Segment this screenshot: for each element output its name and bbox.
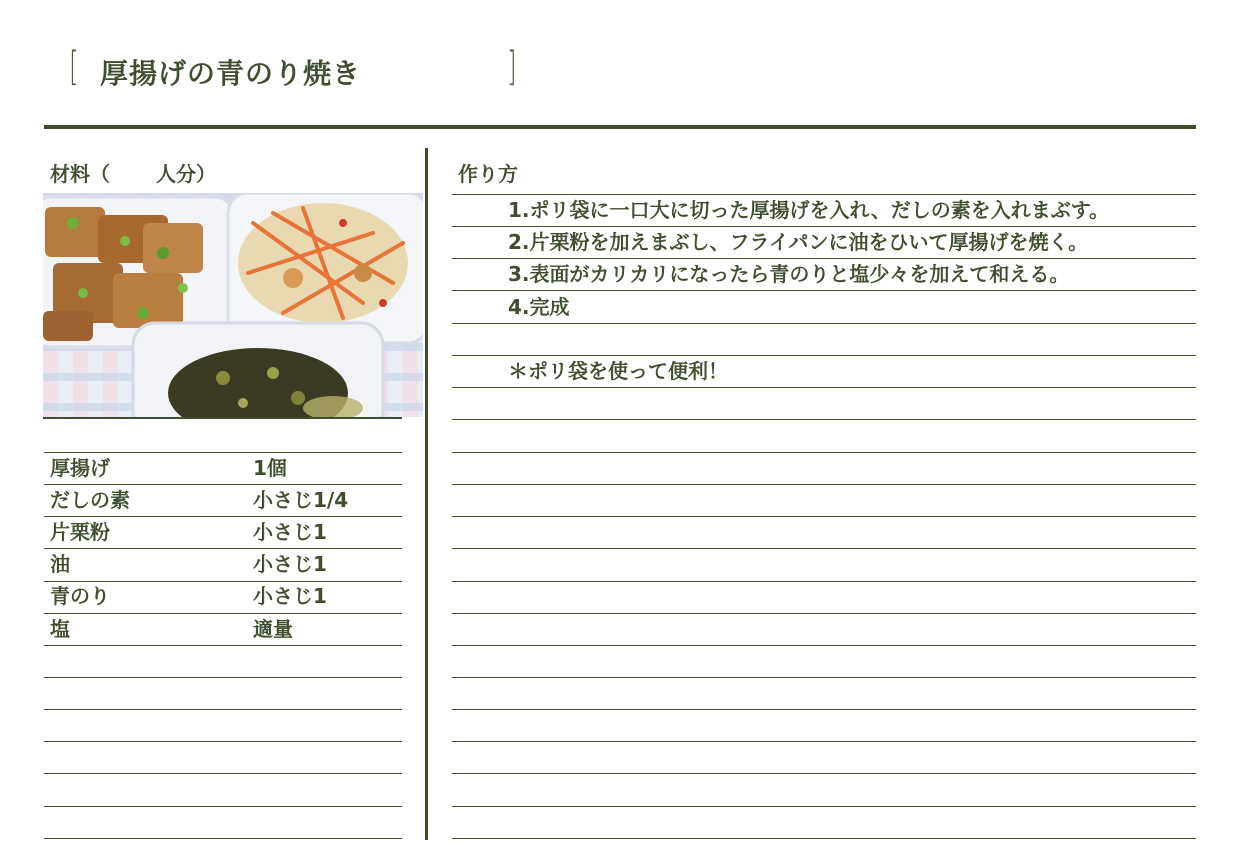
method-rule xyxy=(452,806,1196,807)
column-divider xyxy=(425,148,428,840)
ingredients-rule xyxy=(44,452,402,453)
title-bracket-left: [ xyxy=(69,44,79,90)
method-rule xyxy=(452,355,1196,356)
ingredients-rule xyxy=(44,741,402,742)
ingredient-name: 油 xyxy=(50,552,70,576)
recipe-title: 厚揚げの青のり焼き xyxy=(100,57,362,90)
ingredients-rule xyxy=(44,677,402,678)
ingredients-rule xyxy=(44,806,402,807)
ingredients-rule xyxy=(44,484,402,485)
ingredients-rule xyxy=(44,548,402,549)
method-rule xyxy=(452,548,1196,549)
ingredient-name: 厚揚げ xyxy=(50,456,110,480)
method-rule xyxy=(452,387,1196,388)
servings-unit: 人分） xyxy=(156,162,216,186)
ingredients-rule xyxy=(44,838,402,839)
ingredients-rule xyxy=(44,709,402,710)
ingredient-name: 青のり xyxy=(50,584,110,608)
method-step: 4.完成 xyxy=(508,295,570,319)
method-rule xyxy=(452,452,1196,453)
method-header: 作り方 xyxy=(458,162,518,186)
method-rule xyxy=(452,419,1196,420)
method-rule xyxy=(452,484,1196,485)
method-note: ＊ポリ袋を使って便利！ xyxy=(508,359,728,383)
ingredient-name: 片栗粉 xyxy=(50,520,110,544)
title-underline xyxy=(44,125,1196,129)
ingredient-amount: 適量 xyxy=(253,617,293,641)
method-rule xyxy=(452,741,1196,742)
method-rule xyxy=(452,226,1196,227)
food-photo-image xyxy=(43,193,423,417)
method-rule xyxy=(452,677,1196,678)
method-rule xyxy=(452,613,1196,614)
method-rule xyxy=(452,773,1196,774)
ingredients-rule xyxy=(44,773,402,774)
method-rule xyxy=(452,581,1196,582)
ingredients-label: 材料（ xyxy=(50,162,110,186)
method-rule xyxy=(452,290,1196,291)
method-rule xyxy=(452,258,1196,259)
ingredients-rule xyxy=(44,645,402,646)
ingredient-amount: 小さじ1/4 xyxy=(253,488,349,512)
ingredient-amount: 小さじ1 xyxy=(253,552,327,576)
ingredients-rule xyxy=(44,516,402,517)
ingredients-rule xyxy=(44,581,402,582)
ingredient-amount: 小さじ1 xyxy=(253,520,327,544)
title-bracket-right: ] xyxy=(507,44,517,90)
method-rule xyxy=(452,709,1196,710)
ingredient-name: だしの素 xyxy=(50,488,130,512)
method-rule xyxy=(452,838,1196,839)
method-rule xyxy=(452,645,1196,646)
photo-underline xyxy=(43,417,402,419)
method-rule xyxy=(452,194,1196,195)
ingredient-name: 塩 xyxy=(50,617,70,641)
ingredient-amount: 小さじ1 xyxy=(253,584,327,608)
ingredient-amount: 1個 xyxy=(253,456,287,480)
method-rule xyxy=(452,323,1196,324)
method-step: 2.片栗粉を加えまぶし、フライパンに油をひいて厚揚げを焼く。 xyxy=(508,230,1089,254)
method-rule xyxy=(452,516,1196,517)
ingredients-rule xyxy=(44,613,402,614)
method-step: 1.ポリ袋に一口大に切った厚揚げを入れ、だしの素を入れまぶす。 xyxy=(508,198,1110,222)
ingredients-header xyxy=(50,158,216,187)
food-photo xyxy=(43,193,423,417)
method-step: 3.表面がカリカリになったら青のりと塩少々を加えて和える。 xyxy=(508,262,1070,286)
